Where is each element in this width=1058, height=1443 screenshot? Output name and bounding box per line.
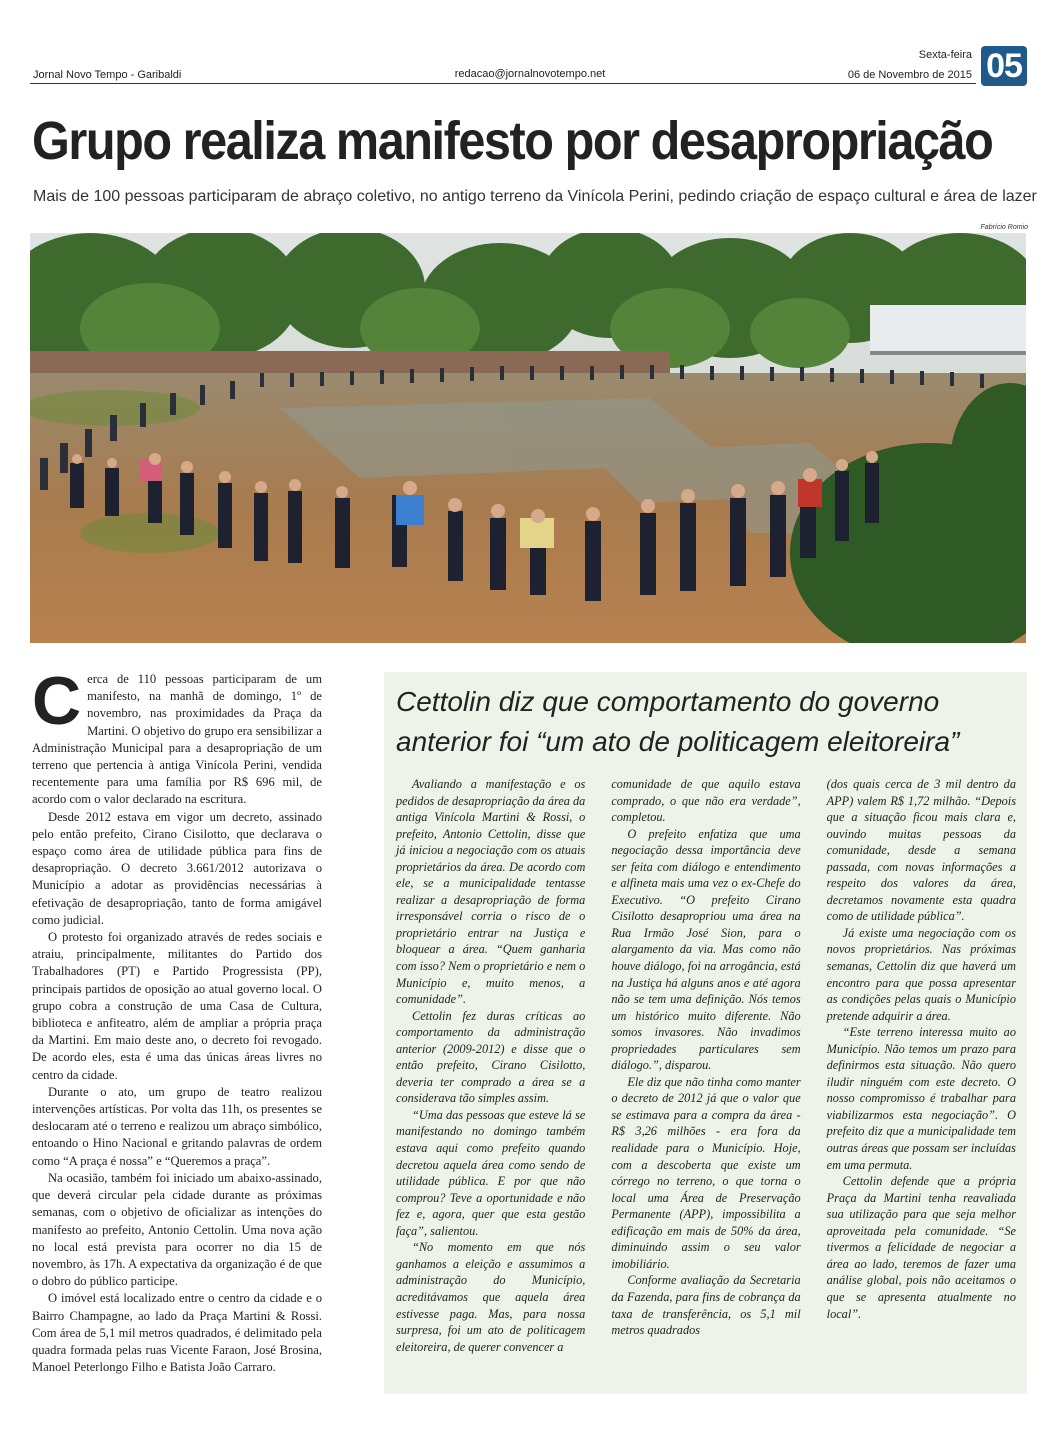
sidebar-paragraph: Avaliando a manifestação e os pedidos de desapropriação da área da antiga Vinícola Martini & Rossi, o prefeito, Antonio Cettolin, disse que já iniciou a negociação com os atuais proprietários da área. De acordo com ele, se a municipalidade tentasse realizar a desapropriação de forma irresponsável corria o risco de o proprietário entrar na Justiça e bloquear a área. “Quem ganharia com isso? Nem o proprietário e nem o Município e, muito menos, a comunidade”. [396, 777, 586, 1007]
sidebar-box [384, 672, 1027, 1394]
article-paragraph: Na ocasião, também foi iniciado um abaixo-assinado, que deverá circular pela cidade durante as próximas semanas, com o objetivo de oficializar as intenções do manifesto ao prefeito, Antonio Cettolin. Uma nova ação no local está prevista para ocorrer no dia 15 de novembro, às 17h. A expectativa da organização é de que o dobro do público participe. [32, 1170, 322, 1289]
sidebar-paragraph: “No momento em que nós ganhamos a eleição e assumimos a administração do Município, acreditávamos que aquela área estivesse paga. Mas, para nossa surpresa, foi um ato de politicagem eleitoreira, de querer convencer a [396, 1240, 586, 1354]
article-headline: Grupo realiza manifesto por desapropriação [32, 111, 993, 171]
sidebar-paragraph: Cettolin defende que a própria Praça da Martini tenha reavaliada sua utilização para que seja melhor aproveitada pela comunidade. “Se tivermos a felicidade de negociar a área ao lado, teremos de fazer uma análise global, pois não aceitamos o que se apresenta atualmente no local”. [826, 1174, 1016, 1321]
sidebar-paragraph: O prefeito enfatiza que uma negociação dessa importância deve ser feita com diálogo e entendimento e alfineta mais uma vez o ex-Chefe do Executivo. “O prefeito Cirano Cisilotto desapropriou uma área na Rua Irmão José Sion, para o alargamento da via. Mas como não houve diálogo, foi na arrogância, está na Justiça há alguns anos e até agora não se tem uma definição. Nós temos um histórico muito diferente. Não somos invasores. Não invadimos propriedades particulares sem diálogo.”, disparou. [611, 826, 801, 1073]
publication-name: Jornal Novo Tempo - Garibaldi [33, 69, 182, 81]
issue-weekday: Sexta-feira [918, 49, 972, 61]
sidebar-paragraph: Conforme avaliação da Secretaria da Fazenda, para fins de cobrança da taxa de transferência, os 5,1 mil metros quadrados [611, 1273, 801, 1338]
article-subtitle: Mais de 100 pessoas participaram de abraço coletivo, no antigo terreno da Vinícola Perini, pedindo criação de espaço cultural e área de lazer [33, 188, 1037, 205]
sidebar-column-3 [827, 776, 1016, 1355]
contact-email[interactable]: redacao@jornalnovotempo.net [454, 68, 606, 80]
drop-cap: C [32, 663, 82, 739]
photo-credit: Fabrício Romio [980, 224, 1028, 231]
article-paragraph: O protesto foi organizado através de redes sociais e atraiu, principalmente, militantes do Partido dos Trabalhadores (PT) e Partido Progressista (PP), principais partidos de oposição ao atual governo local. O grupo cobra a construção de uma Casa de Cultura, biblioteca e anfiteatro, além de ampliar a própria praça da Martini. Em maio deste ano, o decreto foi revogado. De acordo eles, esta é uma das únicas áreas livres no centro da cidade. [32, 930, 322, 1082]
article-paragraph-1-text: erca de 110 pessoas participaram de um manifesto, na manhã de domingo, 1º de novembro, nas proximidades da Praça da Martini. O objetivo do grupo era sensibilizar a Administração Municipal para a desapropriação de um terreno que pertencia à antiga Vinícola Perini, vendida recentemente para uma família por R$ 696 mil, de acordo com o valor declarado na escritura. [32, 672, 322, 807]
sidebar-paragraph: “Uma das pessoas que esteve lá se manifestando no domingo também estava aqui como prefeito quando decretou aquela área como sendo de utilidade pública. E por que não comprou? Teve a oportunidade e não fez e, agora, quer que esta gestão faça”, salientou. [396, 1107, 586, 1238]
article-photo [30, 233, 1026, 643]
sidebar-columns [396, 776, 1016, 1355]
sidebar-paragraph: Já existe uma negociação com os novos proprietários. Nas próximas semanas, Cettolin diz que haverá um encontro para que possa apresentar as condições pelas quais o Município pretende adquirir a área. [826, 925, 1016, 1023]
article-paragraph: Desde 2012 estava em vigor um decreto, assinado pelo então prefeito, Cirano Cisilotto, que declarava o espaço como área de utilidade pública para fins de desapropriação. O decreto 3.661/2012 autorizava o Município a adotar as providências necessárias à efetivação de desapropriação, tanto de forma amigável como judicial. [32, 809, 322, 927]
sidebar-column-1 [396, 776, 585, 1355]
page-number-badge: 05 [981, 46, 1027, 86]
article-paragraph: Durante o ato, um grupo de teatro realizou intervenções artísticas. Por volta das 11h, os presentes se deslocaram até o terreno e realizou um abraço simbólico, entoando o Hino Nacional e gritando palavras de ordem como “A praça é nossa” e “Queremos a praça”. [32, 1084, 322, 1168]
article-paragraph-1 [32, 663, 322, 809]
sidebar-paragraph: Ele diz que não tinha como manter o decreto de 2012 já que o valor que se estimava para a compra da área - R$ 3,26 milhões - era fora da realidade para o Município. Hoje, com a descoberta que existe um córrego no terreno, o que torna o local uma Área de Preservação Permanente (APP), impossibilita a edificação em mais de 50% da área, diminuindo assim o seu valor imobiliário. [611, 1074, 801, 1271]
sidebar-paragraph: comunidade de que aquilo estava comprado, o que não era verdade”, completou. [611, 777, 801, 825]
article-body [32, 663, 322, 1376]
sidebar-paragraph: “Este terreno interessa muito ao Município. Não temos um prazo para definirmos esta situação. Não quero iludir ninguém com este decreto. O nosso compromisso é trabalhar para viabilizarmos esta negociação”. O prefeito diz que a municipalidade tem outras áreas que possam ser incluídas em uma permuta. [826, 1025, 1016, 1172]
header-rule [30, 83, 976, 84]
sidebar-headline: Cettolin diz que comportamento do governo anterior foi “um ato de politicagem eleitoreira” [396, 686, 960, 757]
sidebar-paragraph: (dos quais cerca de 3 mil dentro da APP) valem R$ 1,72 milhão. “Depois que a situação ficou mais clara e, ouvindo muitas pessoas da comunidade, desde a semana passada, com novas informações a respeito dos valores da área, decretamos novamente esta quadra como de utilidade pública”. [826, 777, 1016, 924]
article-paragraph: O imóvel está localizado entre o centro da cidade e o Bairro Champagne, ao lado da Praça Martini & Rossi. Com área de 5,1 mil metros quadrados, é delimitado pela quadra formada pelas ruas Vicente Faraon, José Brosina, Manoel Peterlongo Filho e Batista João Carraro. [32, 1291, 322, 1375]
issue-date: 06 de Novembro de 2015 [847, 69, 972, 81]
sidebar-paragraph: Cettolin fez duras críticas ao comportamento da administração anterior (2009-2012) e disse que o então prefeito, Cirano Cisilotto, deveria ter comprado a área se a considerava tão simples assim. [396, 1008, 586, 1106]
sidebar-column-2 [611, 776, 800, 1355]
